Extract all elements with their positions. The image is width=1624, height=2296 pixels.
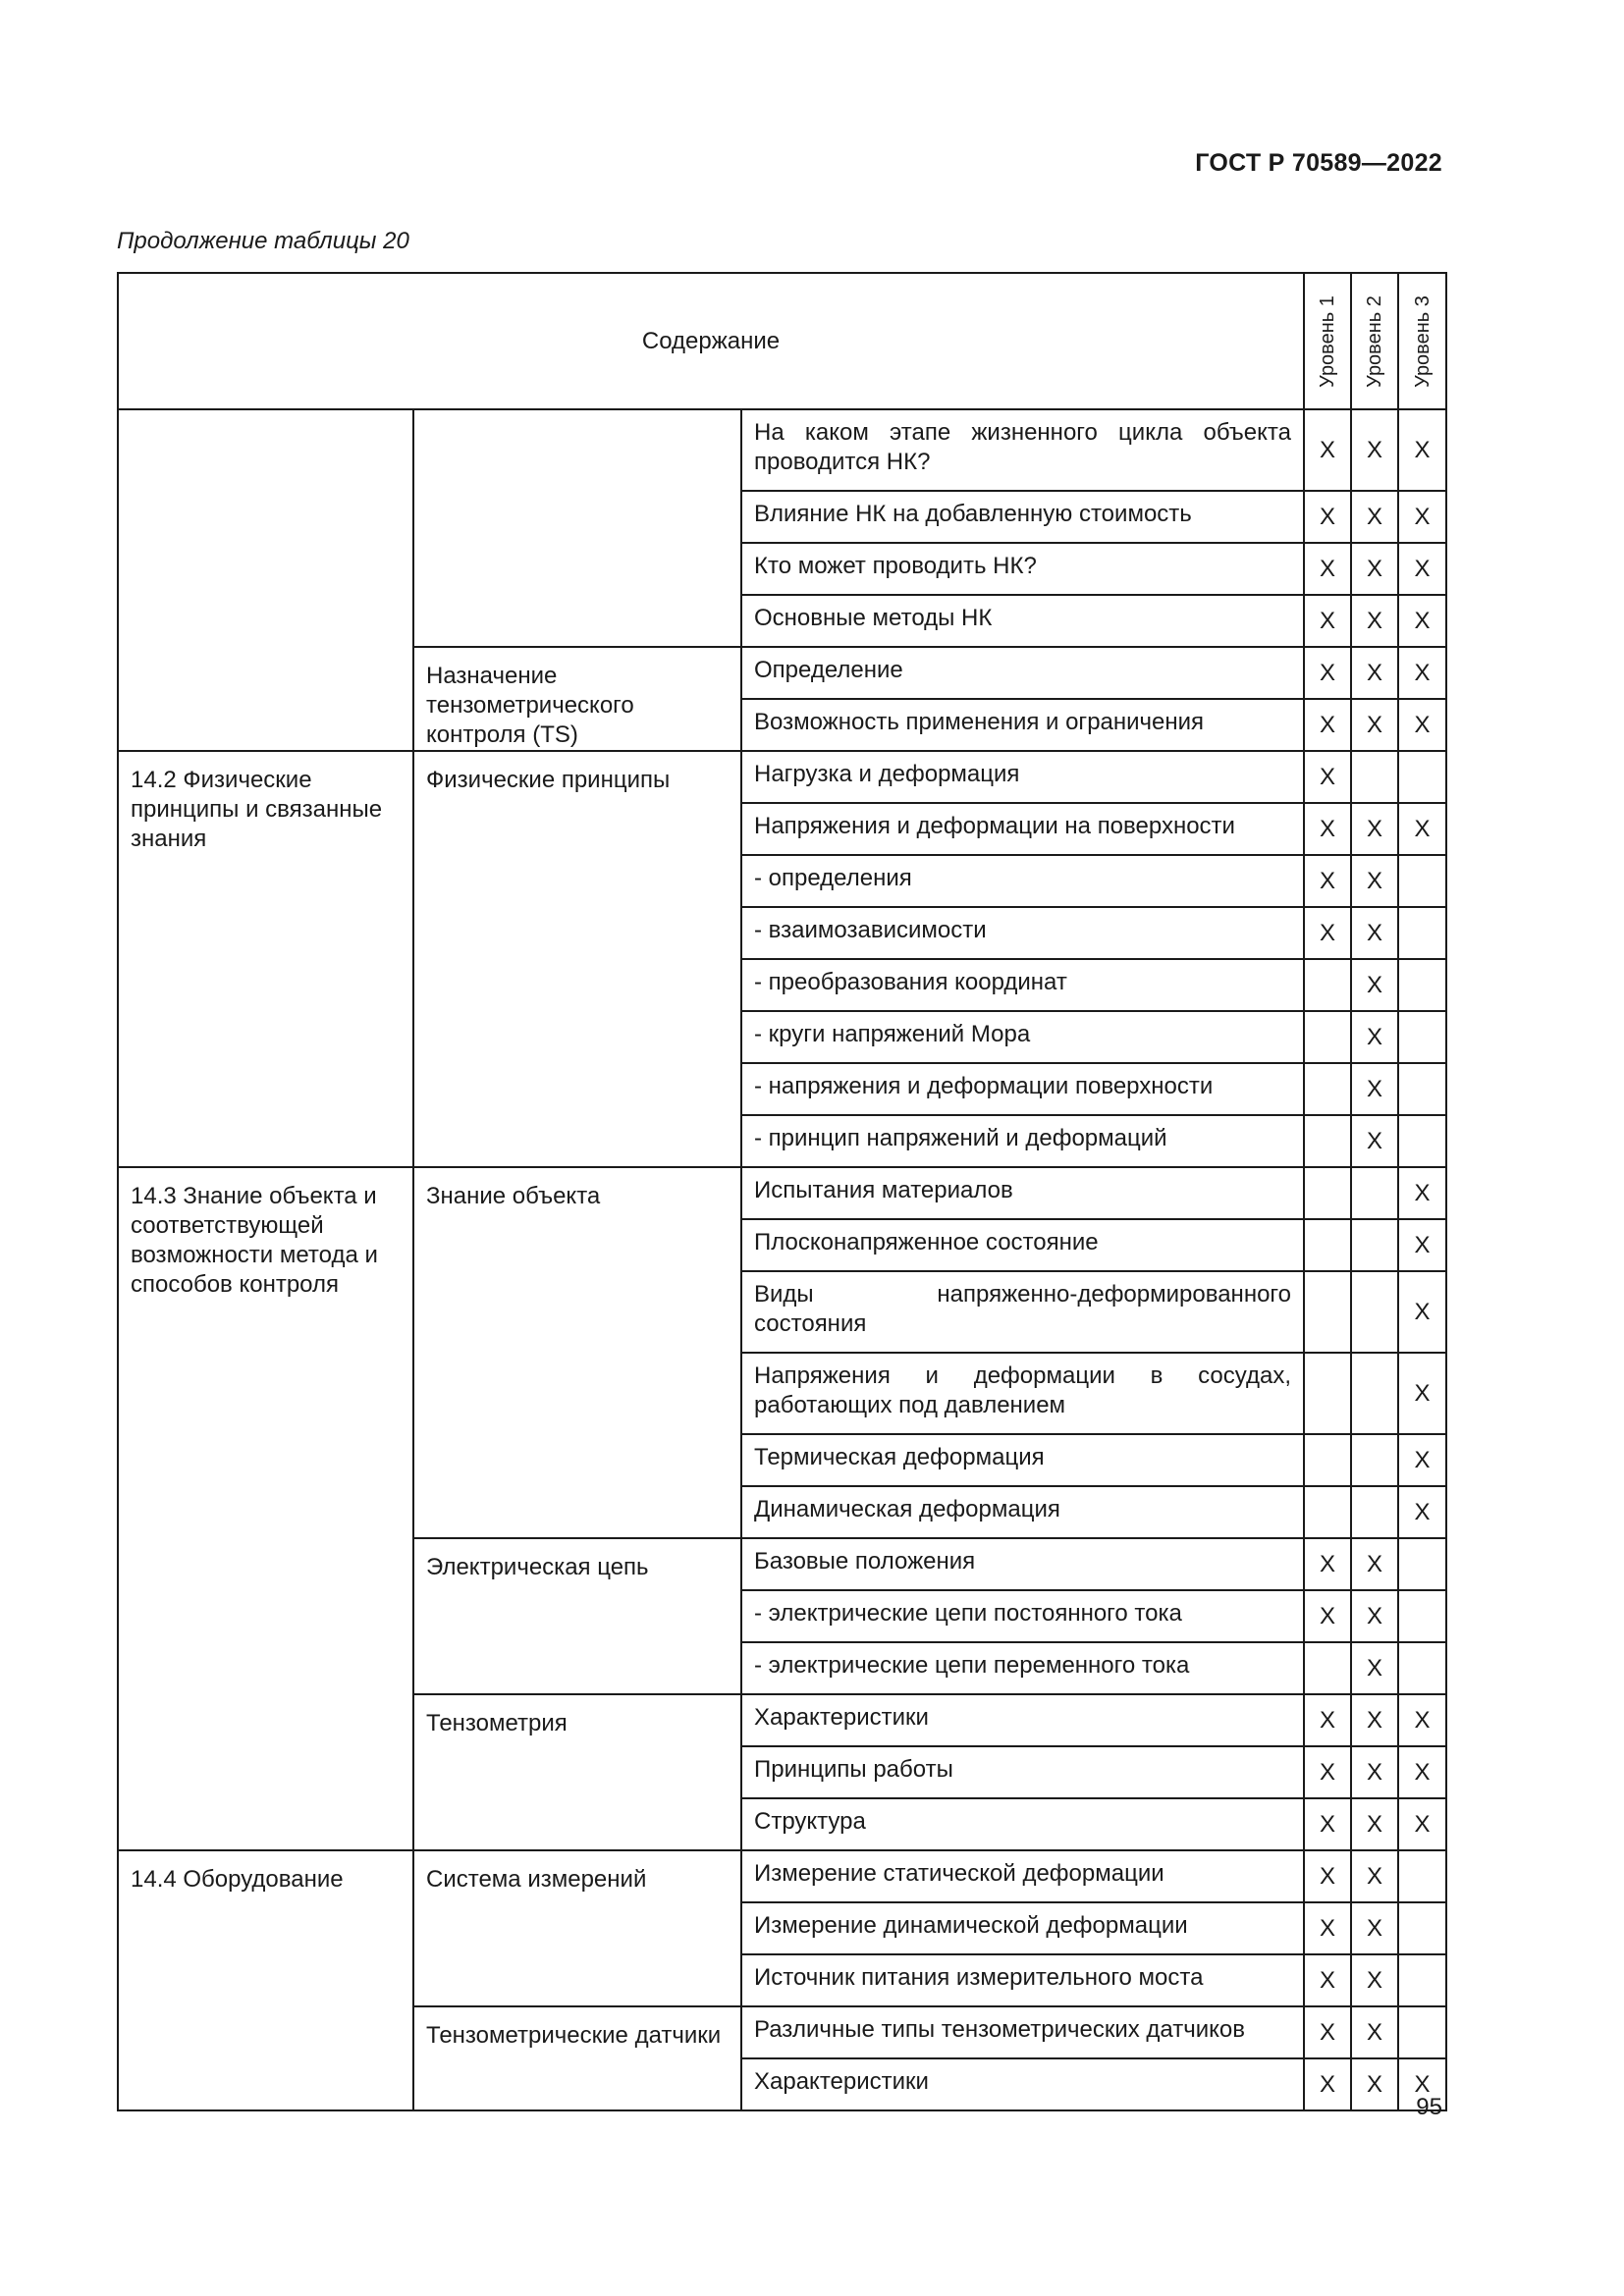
section-cell: 14.2 Физические принципы и связанные знания <box>118 751 413 1167</box>
content-cell: - круги напряжений Мора <box>741 1011 1304 1063</box>
level-2-mark: X <box>1351 595 1398 647</box>
level-2-mark: X <box>1351 1746 1398 1798</box>
content-cell: Определение <box>741 647 1304 699</box>
level-3-mark <box>1398 1538 1446 1590</box>
level-1-mark: X <box>1304 409 1351 491</box>
level-2-mark <box>1351 1353 1398 1434</box>
level-2-mark <box>1351 1486 1398 1538</box>
level-1-mark: X <box>1304 699 1351 751</box>
level-3-mark: X <box>1398 1694 1446 1746</box>
group-cell: Физические принципы <box>413 751 741 1167</box>
level-2-mark: X <box>1351 1798 1398 1850</box>
table-header-row <box>118 273 1446 409</box>
level-3-mark: X <box>1398 1271 1446 1353</box>
content-cell: Источник питания измерительного моста <box>741 1954 1304 2006</box>
content-cell: На каком этапе жизненного цикла объекта проводится НК? <box>741 409 1304 491</box>
level-1-mark: X <box>1304 491 1351 543</box>
level-3-mark: X <box>1398 803 1446 855</box>
level-2-mark <box>1351 1271 1398 1353</box>
level-1-mark <box>1304 959 1351 1011</box>
content-cell: Термическая деформация <box>741 1434 1304 1486</box>
group-cell: Назначение тензометрического контроля (TS) <box>413 647 741 751</box>
level-1-mark: X <box>1304 1954 1351 2006</box>
level-3-mark: X <box>1398 1746 1446 1798</box>
level-3-mark <box>1398 1063 1446 1115</box>
level-1-mark: X <box>1304 1538 1351 1590</box>
level-2-mark <box>1351 1434 1398 1486</box>
level-3-mark <box>1398 1590 1446 1642</box>
level-1-mark: X <box>1304 1746 1351 1798</box>
content-cell: Структура <box>741 1798 1304 1850</box>
level-1-mark: X <box>1304 751 1351 803</box>
content-cell: - электрические цепи постоянного тока <box>741 1590 1304 1642</box>
content-table <box>117 272 1447 2111</box>
level-2-mark: X <box>1351 1590 1398 1642</box>
group-cell: Система измерений <box>413 1850 741 2006</box>
level-1-mark <box>1304 1219 1351 1271</box>
group-cell: Электрическая цепь <box>413 1538 741 1694</box>
level-1-mark: X <box>1304 855 1351 907</box>
section-cell <box>118 409 413 751</box>
level-1-mark <box>1304 1642 1351 1694</box>
section-cell: 14.4 Оборудование <box>118 1850 413 2110</box>
content-cell: Влияние НК на добавленную стоимость <box>741 491 1304 543</box>
level-3-mark: X <box>1398 1219 1446 1271</box>
group-cell: Тензометрия <box>413 1694 741 1850</box>
content-cell: Нагрузка и деформация <box>741 751 1304 803</box>
level-1-mark: X <box>1304 2006 1351 2058</box>
document-number: ГОСТ Р 70589—2022 <box>1195 149 1442 177</box>
level-2-mark <box>1351 1167 1398 1219</box>
level-2-mark: X <box>1351 1850 1398 1902</box>
level-3-mark <box>1398 855 1446 907</box>
header-content: Содержание <box>118 273 1304 409</box>
content-cell: Виды напряженно-деформированного состояния <box>741 1271 1304 1353</box>
level-1-mark <box>1304 1167 1351 1219</box>
content-cell: Кто может проводить НК? <box>741 543 1304 595</box>
level-2-mark: X <box>1351 907 1398 959</box>
level-2-mark <box>1351 1219 1398 1271</box>
level-3-mark: X <box>1398 647 1446 699</box>
level-3-mark: X <box>1398 1798 1446 1850</box>
content-cell: Различные типы тензометрических датчиков <box>741 2006 1304 2058</box>
level-1-mark <box>1304 1486 1351 1538</box>
level-2-mark: X <box>1351 1011 1398 1063</box>
group-cell <box>413 409 741 647</box>
level-1-mark <box>1304 1353 1351 1434</box>
table-row <box>118 1850 1446 1902</box>
level-3-mark: X <box>1398 1486 1446 1538</box>
level-3-mark: X <box>1398 491 1446 543</box>
group-cell: Тензометрические датчики <box>413 2006 741 2110</box>
header-level-3-label: Уровень 3 <box>1411 294 1434 388</box>
level-1-mark: X <box>1304 1850 1351 1902</box>
content-cell: - напряжения и деформации поверхности <box>741 1063 1304 1115</box>
header-level-1 <box>1304 273 1351 409</box>
level-2-mark: X <box>1351 1902 1398 1954</box>
level-3-mark: X <box>1398 595 1446 647</box>
level-1-mark <box>1304 1115 1351 1167</box>
header-level-2 <box>1351 273 1398 409</box>
level-2-mark: X <box>1351 2058 1398 2110</box>
level-2-mark: X <box>1351 1063 1398 1115</box>
level-3-mark: X <box>1398 409 1446 491</box>
content-cell: Измерение статической деформации <box>741 1850 1304 1902</box>
level-3-mark: X <box>1398 1434 1446 1486</box>
content-cell: Динамическая деформация <box>741 1486 1304 1538</box>
level-1-mark: X <box>1304 1694 1351 1746</box>
level-2-mark: X <box>1351 409 1398 491</box>
level-2-mark: X <box>1351 1694 1398 1746</box>
level-3-mark <box>1398 1902 1446 1954</box>
level-3-mark <box>1398 2006 1446 2058</box>
content-cell: Возможность применения и ограничения <box>741 699 1304 751</box>
level-1-mark: X <box>1304 595 1351 647</box>
level-1-mark: X <box>1304 907 1351 959</box>
table-row <box>118 1167 1446 1219</box>
level-3-mark: X <box>1398 699 1446 751</box>
level-3-mark: X <box>1398 543 1446 595</box>
table-caption: Продолжение таблицы 20 <box>117 228 409 254</box>
content-cell: - взаимозависимости <box>741 907 1304 959</box>
level-2-mark: X <box>1351 543 1398 595</box>
level-3-mark: X <box>1398 2058 1446 2110</box>
content-cell: Напряжения и деформации в сосудах, работающих под давлением <box>741 1353 1304 1434</box>
level-2-mark <box>1351 751 1398 803</box>
level-3-mark <box>1398 751 1446 803</box>
section-cell: 14.3 Знание объекта и соответствующей возможности метода и способов контроля <box>118 1167 413 1850</box>
header-level-3 <box>1398 273 1446 409</box>
level-1-mark: X <box>1304 803 1351 855</box>
level-1-mark <box>1304 1434 1351 1486</box>
level-1-mark: X <box>1304 1798 1351 1850</box>
content-cell: Базовые положения <box>741 1538 1304 1590</box>
level-2-mark: X <box>1351 959 1398 1011</box>
level-2-mark: X <box>1351 855 1398 907</box>
table-row <box>118 751 1446 803</box>
level-2-mark: X <box>1351 491 1398 543</box>
level-1-mark: X <box>1304 2058 1351 2110</box>
level-3-mark <box>1398 907 1446 959</box>
header-level-2-label: Уровень 2 <box>1364 294 1385 388</box>
level-2-mark: X <box>1351 2006 1398 2058</box>
level-3-mark <box>1398 959 1446 1011</box>
level-3-mark <box>1398 1954 1446 2006</box>
table-row <box>118 409 1446 491</box>
level-3-mark: X <box>1398 1167 1446 1219</box>
level-1-mark <box>1304 1063 1351 1115</box>
content-cell: - электрические цепи переменного тока <box>741 1642 1304 1694</box>
content-cell: Испытания материалов <box>741 1167 1304 1219</box>
level-1-mark: X <box>1304 1902 1351 1954</box>
level-1-mark: X <box>1304 1590 1351 1642</box>
level-3-mark <box>1398 1850 1446 1902</box>
level-2-mark: X <box>1351 803 1398 855</box>
content-cell: Принципы работы <box>741 1746 1304 1798</box>
group-cell: Знание объекта <box>413 1167 741 1538</box>
content-cell: Плосконапряженное состояние <box>741 1219 1304 1271</box>
content-cell: Напряжения и деформации на поверхности <box>741 803 1304 855</box>
level-2-mark: X <box>1351 1115 1398 1167</box>
content-cell: Характеристики <box>741 1694 1304 1746</box>
content-cell: - преобразования координат <box>741 959 1304 1011</box>
level-2-mark: X <box>1351 1954 1398 2006</box>
level-3-mark <box>1398 1011 1446 1063</box>
level-3-mark <box>1398 1642 1446 1694</box>
content-cell: - принцип напряжений и деформаций <box>741 1115 1304 1167</box>
content-cell: Характеристики <box>741 2058 1304 2110</box>
level-3-mark: X <box>1398 1353 1446 1434</box>
table-body <box>118 409 1446 2110</box>
level-2-mark: X <box>1351 647 1398 699</box>
content-cell: - определения <box>741 855 1304 907</box>
level-1-mark: X <box>1304 543 1351 595</box>
content-cell: Измерение динамической деформации <box>741 1902 1304 1954</box>
content-cell: Основные методы НК <box>741 595 1304 647</box>
header-level-1-label: Уровень 1 <box>1317 294 1338 388</box>
level-3-mark <box>1398 1115 1446 1167</box>
level-1-mark <box>1304 1011 1351 1063</box>
page-number: 95 <box>1416 2094 1442 2120</box>
level-1-mark <box>1304 1271 1351 1353</box>
level-1-mark: X <box>1304 647 1351 699</box>
level-2-mark: X <box>1351 699 1398 751</box>
level-2-mark: X <box>1351 1538 1398 1590</box>
level-2-mark: X <box>1351 1642 1398 1694</box>
